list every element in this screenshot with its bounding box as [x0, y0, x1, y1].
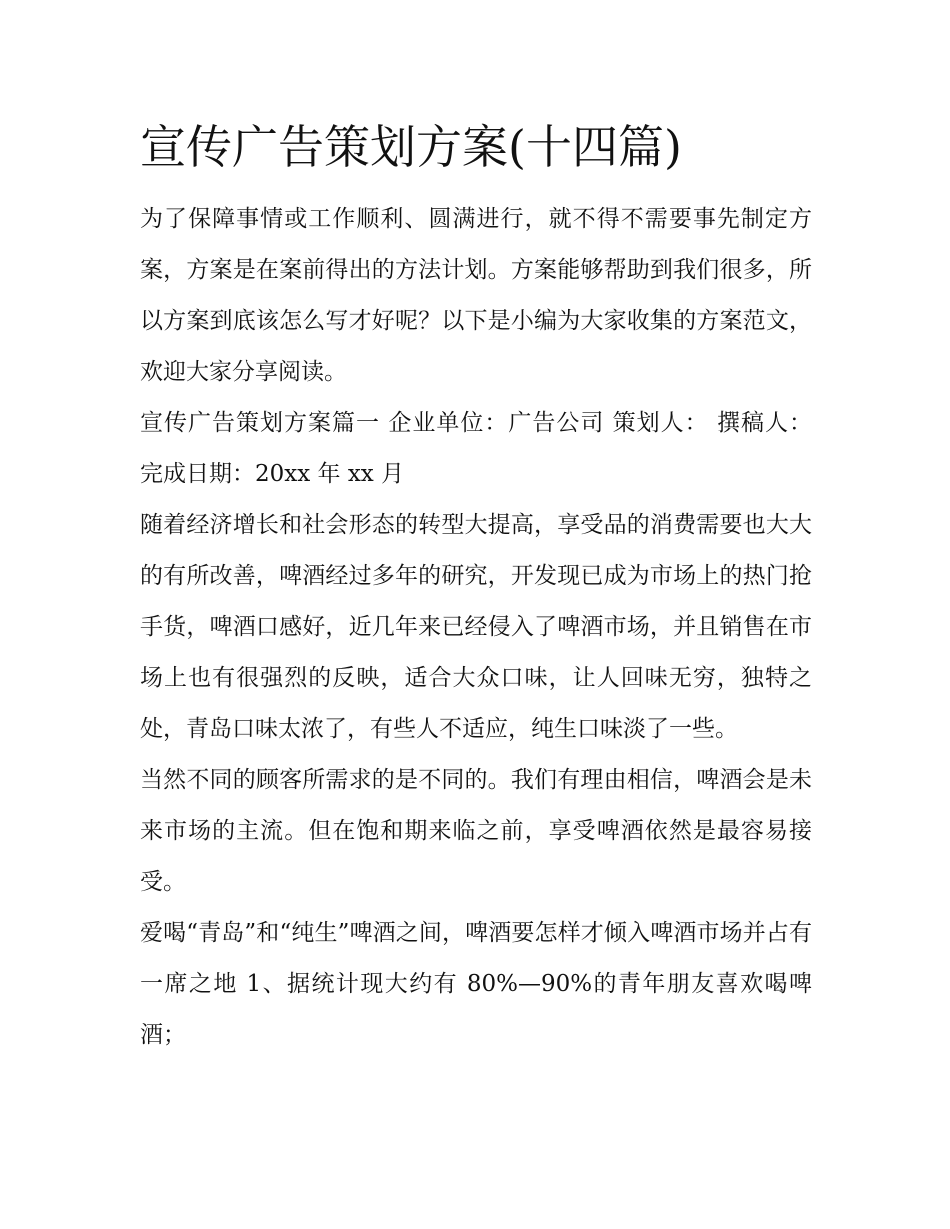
- paragraph-intro: 为了保障事情或工作顺利、圆满进行，就不得不需要事先制定方案，方案是在案前得出的方法计划。方案能够帮助到我们很多，所以方案到底该怎么写才好呢？以下是小编为大家收集的方案范文，欢迎大家分享阅读。: [140, 206, 812, 385]
- paragraph-customer-demand: 当然不同的顾客所需求的是不同的。我们有理由相信，啤酒会是未来市场的主流。但在饱和期来临之前，享受啤酒依然是最容易接受。: [140, 767, 812, 895]
- document-page: [140, 112, 812, 1061]
- document-title: 宣传广告策划方案(十四篇): [140, 120, 682, 174]
- paragraph-market-background: 随着经济增长和社会形态的转型大提高，享受品的消费需要也大大的有所改善，啤酒经过多年的研究，开发现已成为市场上的热门抢手货，啤酒口感好，近几年来已经侵入了啤酒市场，并且销售在市场上也有很强烈的反映，适合大众口味，让人回味无穷，独特之处，青岛口味太浓了，有些人不适应，纯生口味淡了一些。: [140, 512, 812, 742]
- paragraph-plan-header: 宣传广告策划方案篇一 企业单位：广告公司 策划人： 撰稿人： 完成日期：20xx 年 xx 月: [140, 410, 812, 487]
- paragraph-market-entry: 爱喝“青岛”和“纯生”啤酒之间，啤酒要怎样才倾入啤酒市场并占有一席之地 1、据统计现大约有 80%—90%的青年朋友喜欢喝啤酒；: [140, 920, 812, 1048]
